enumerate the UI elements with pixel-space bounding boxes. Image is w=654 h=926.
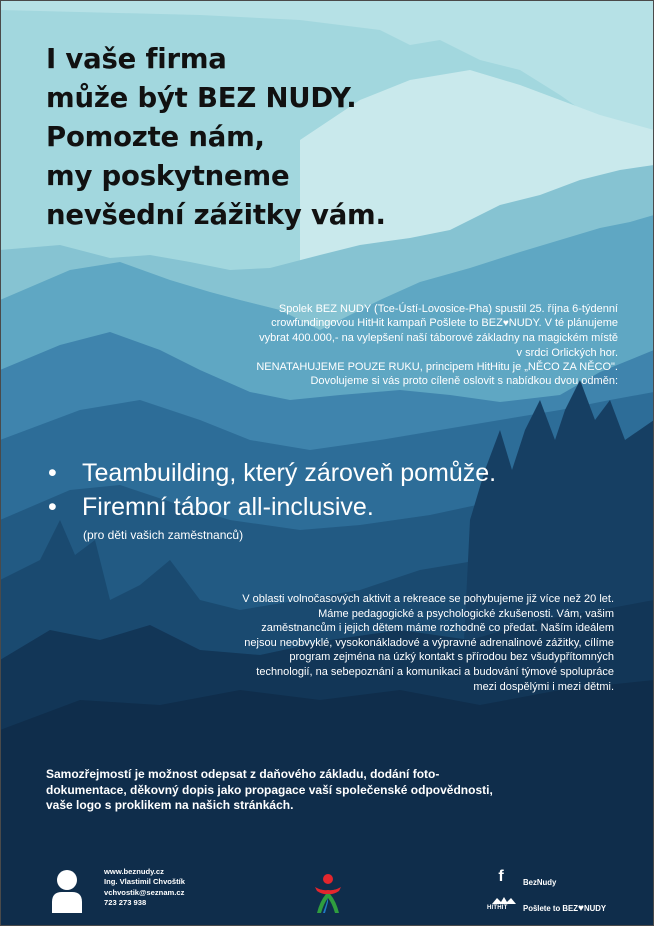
campaign-text: NUDY	[583, 904, 607, 913]
heart-icon: ♥	[578, 903, 584, 914]
tax-benefits-paragraph: Samozřejmostí je možnost odepsat z daňového základu, dodání foto-dokumentace, děkovný dopis jako propagace vaší společenské odpovědnosti, vaše logo s proklikem na našich stránkách.	[46, 767, 493, 812]
contact-email[interactable]: vchvostik@seznam.cz	[104, 887, 185, 897]
intro-line: v srdci Orlických hor.	[516, 346, 618, 359]
headline-line: I vaše firma	[46, 43, 227, 75]
benefits-list	[48, 456, 496, 524]
intro-text: NUDY. V té plánujeme	[508, 317, 618, 330]
website-link[interactable]: www.beznudy.cz	[104, 867, 164, 876]
bullet: •	[48, 459, 57, 487]
contact-block	[104, 867, 185, 909]
headline-line: Pomozte nám,	[46, 121, 265, 153]
intro-text: crowfundingovou HitHit kampaň Pošlete to BEZ	[271, 317, 503, 330]
heart-icon: ♥	[502, 318, 509, 330]
benefit-text: Teambuilding, který zároveň pomůže.	[82, 459, 497, 487]
intro-line	[198, 316, 618, 331]
contact-name: Ing. Vlastimil Chvoštík	[104, 877, 186, 887]
campaign-name[interactable]	[523, 903, 606, 914]
hithit-word: HITHIT	[487, 905, 508, 911]
facebook-icon[interactable]: f	[498, 868, 504, 885]
bullet: •	[48, 493, 57, 521]
benefit-item	[48, 456, 496, 490]
intro-line: Spolek BEZ NUDY (Tce-Ústí-Lovosice-Pha) spustil 25. října 6-týdenní	[278, 303, 618, 315]
facebook-name[interactable]: BezNudy	[523, 878, 557, 887]
benefit-note: (pro děti vašich zaměstnanců)	[83, 528, 244, 542]
benefit-item	[48, 490, 496, 524]
intro-line: vybrat 400.000,- na vylepšení naší táborové základny na magickém místě	[259, 332, 618, 345]
headline	[46, 40, 386, 235]
headline-line: my poskytneme	[46, 160, 290, 192]
benefit-text: Firemní tábor all-inclusive.	[82, 493, 374, 521]
contact-phone: 723 273 938	[104, 898, 147, 908]
intro-line: Dovolujeme si vás proto cíleně oslovit s nabídkou dvou odměn:	[310, 375, 618, 388]
campaign-text: Pošlete to BEZ	[523, 904, 579, 913]
bez-nudy-logo	[312, 873, 344, 915]
about-paragraph: V oblasti volnočasových aktivit a rekreace se pohybujeme již více než 20 let. Máme pedagogické a psychologické zkušenosti. Vám, vašim zaměstnancům i jejich dětem máme rozhodně co předat. Naším ideálem nejsou neobvyklé, vysokonákladové a výpravné adrenalinové zážitky, cílíme program zejména na úzký kontakt s přírodou bez všudypřítomných technologií, na sebepoznání a komunikaci a budování týmové spolupráce mezi dospělými i mezi dětmi.	[242, 593, 614, 693]
intro-paragraph	[198, 302, 618, 388]
intro-line: NENATAHUJEME POUZE RUKU, principem HitHitu je „NĚCO ZA NĚCO".	[256, 360, 618, 373]
person-icon	[51, 869, 83, 913]
headline-line: může být BEZ NUDY.	[46, 82, 357, 114]
headline-line: nevšední zážitky vám.	[46, 199, 386, 231]
